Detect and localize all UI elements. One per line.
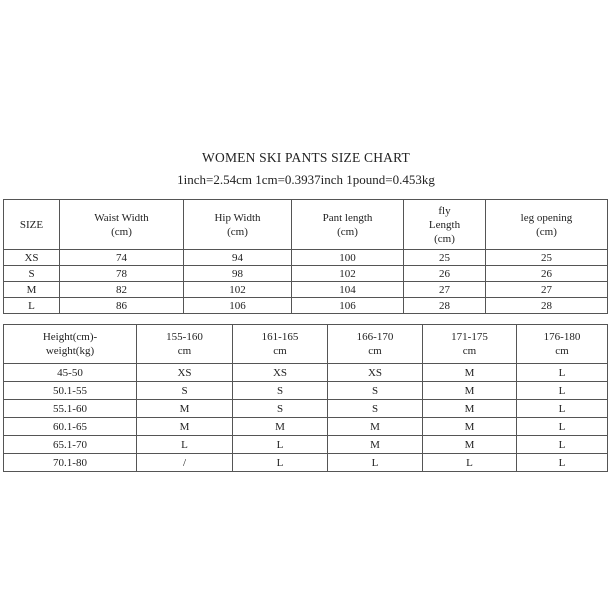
size-table-header-cell [60,200,184,250]
size-table-cell: 25 [486,250,608,266]
fit-table-cell: L [328,454,423,472]
fit-table-cell: M [233,418,328,436]
fit-table-header-cell [233,325,328,364]
size-table-cell: 25 [404,250,486,266]
fit-table-cell: L [423,454,517,472]
fit-table-header-text: 161-165 [261,331,299,343]
size-table-header-cell [4,200,60,250]
size-table-header-text: SIZE [19,218,44,231]
fit-table-header-text: 166-170 [356,331,394,343]
fit-table-header-text: 155-160 [166,331,203,343]
size-table-cell: S [4,266,60,282]
fit-table-cell: S [328,400,423,418]
size-table-header-text: (cm) [111,225,132,238]
fit-table-cell: XS [137,364,233,382]
fit-table-cell: M [137,418,233,436]
fit-table-cell: L [517,418,608,436]
fit-table-header-text: 176-180 [543,331,581,343]
size-table-header-text: fly [438,204,451,217]
fit-table-cell: S [233,400,328,418]
height-weight-fit-table [3,324,608,472]
fit-table-header-text: cm [177,345,192,357]
table-row [4,418,608,436]
size-table-cell: 26 [486,266,608,282]
size-table-header-row [4,200,608,250]
table-row [4,400,608,418]
fit-table-cell: XS [328,364,423,382]
fit-table-cell: S [328,382,423,400]
fit-table-cell: M [423,364,517,382]
size-table-body [4,250,608,314]
fit-table-cell: XS [233,364,328,382]
fit-table-header-text: weight(kg) [45,345,95,357]
fit-table-cell: M [423,400,517,418]
size-table-header-text: Length [428,218,461,231]
fit-table-cell: 65.1-70 [4,436,137,454]
fit-table-cell: M [328,418,423,436]
table-row [4,282,608,298]
fit-table-cell: S [233,382,328,400]
size-measurement-table [3,199,608,314]
fit-table-body [4,364,608,472]
fit-table-cell: / [137,454,233,472]
fit-table-cell: S [137,382,233,400]
size-table-cell: 28 [486,298,608,314]
fit-table-cell: L [517,454,608,472]
fit-table-cell: 60.1-65 [4,418,137,436]
fit-table-header-text: cm [273,345,287,357]
fit-table-cell: L [137,436,233,454]
fit-table-header-cell [4,325,137,364]
fit-table-cell: M [137,400,233,418]
table-row [4,454,608,472]
unit-conversion-note: 1inch=2.54cm 1cm=0.3937inch 1pound=0.453kg [177,172,435,187]
size-table-header-cell [404,200,486,250]
size-table-cell: 74 [60,250,184,266]
size-table-cell: 94 [184,250,292,266]
size-table-cell: 98 [184,266,292,282]
size-table-cell: 26 [404,266,486,282]
fit-table-cell: M [423,382,517,400]
size-table-header-text: (cm) [337,225,358,238]
table-row [4,436,608,454]
fit-table-header-text: cm [555,345,569,357]
size-table-header-text: Pant length [322,211,373,224]
size-table-header-text: Hip Width [214,211,261,224]
fit-table-cell: 45-50 [4,364,137,382]
fit-table-cell: L [233,454,328,472]
size-table-cell: 86 [60,298,184,314]
fit-table-header-cell [517,325,608,364]
fit-table-cell: L [517,364,608,382]
size-table-header-text: leg opening [520,211,573,224]
size-table-header-cell [184,200,292,250]
size-table-cell: 102 [292,266,404,282]
fit-table-cell: L [517,382,608,400]
size-table-cell: 104 [292,282,404,298]
fit-table-cell: L [517,436,608,454]
size-table-cell: 78 [60,266,184,282]
fit-table-cell: 50.1-55 [4,382,137,400]
fit-table-header-text: 171-175 [451,331,488,343]
fit-table-header-cell [137,325,233,364]
page-title: WOMEN SKI PANTS SIZE CHART [202,150,410,165]
table-row [4,266,608,282]
size-table-header-cell [292,200,404,250]
fit-table-header-text: Height(cm)- [42,331,98,343]
size-table-cell: L [4,298,60,314]
size-table-cell: 28 [404,298,486,314]
table-row [4,382,608,400]
fit-table-cell: M [423,436,517,454]
size-table-cell: M [4,282,60,298]
fit-table-cell: L [233,436,328,454]
size-table-cell: 27 [486,282,608,298]
size-table-cell: 106 [292,298,404,314]
table-row [4,250,608,266]
size-table-cell: 82 [60,282,184,298]
size-table-cell: 102 [184,282,292,298]
fit-table-header-row [4,325,608,364]
size-table-header-text: (cm) [536,225,557,238]
fit-table-cell: M [328,436,423,454]
size-table-header-text: Waist Width [94,211,149,224]
fit-table-cell: L [517,400,608,418]
fit-table-header-cell [328,325,423,364]
table-row [4,364,608,382]
size-table-cell: XS [4,250,60,266]
fit-table-cell: M [423,418,517,436]
fit-table-header-text: cm [462,345,477,357]
fit-table-cell: 55.1-60 [4,400,137,418]
fit-table-header-cell [423,325,517,364]
size-table-cell: 27 [404,282,486,298]
fit-table-cell: 70.1-80 [4,454,137,472]
size-table-cell: 106 [184,298,292,314]
fit-table-header-text: cm [368,345,382,357]
size-table-header-text: (cm) [227,225,248,238]
size-table-cell: 100 [292,250,404,266]
table-row [4,298,608,314]
size-table-header-cell [486,200,608,250]
size-table-header-text: (cm) [434,232,455,245]
